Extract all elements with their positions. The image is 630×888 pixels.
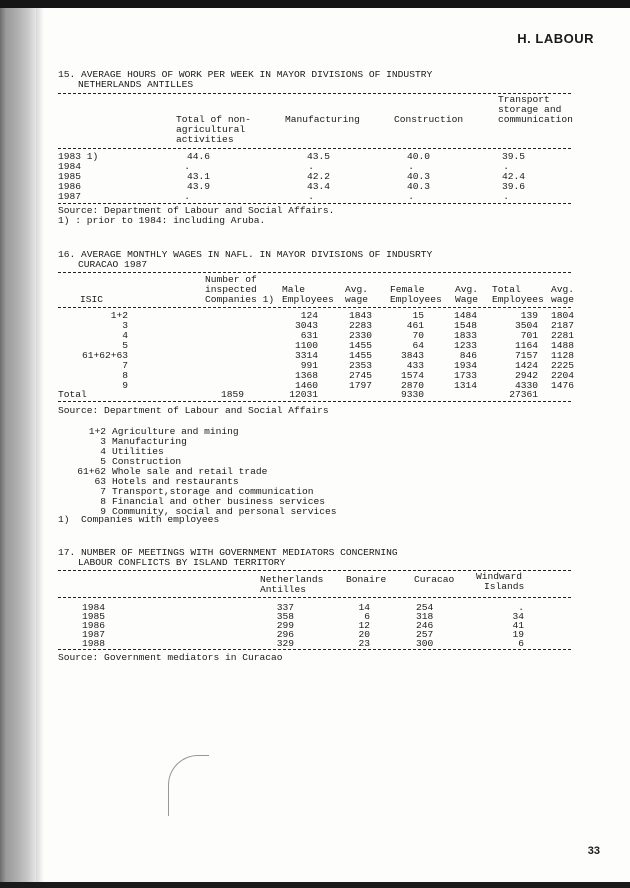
col-header-windward-2: Islands	[484, 581, 525, 592]
legend-code: 7	[100, 486, 106, 497]
cell-bonaire: 14	[358, 602, 370, 613]
cell-total-employees: 1164	[514, 340, 538, 351]
col-header-male-wage: Avg.	[345, 284, 369, 295]
cell-total: .	[184, 161, 190, 172]
cell-male-avg-wage: 1843	[348, 310, 372, 321]
cell-male-avg-wage: 1455	[348, 350, 372, 361]
page-number: 33	[587, 845, 600, 857]
row-year: 1984	[58, 161, 82, 172]
cell-male-avg-wage: 1797	[348, 380, 372, 391]
cell-curacao: 246	[416, 620, 434, 631]
total-companies: 1859	[220, 389, 244, 400]
cell-total: 43.1	[186, 171, 210, 182]
cell-female-avg-wage: 1484	[453, 310, 477, 321]
cell-netherlands-antilles: 337	[276, 602, 294, 613]
table-16-source: Source: Department of Labour and Social Affairs	[58, 405, 329, 416]
cell-male-employees: 3314	[294, 350, 318, 361]
cell-isic: 4	[122, 330, 128, 341]
cell-female-avg-wage: 1934	[453, 360, 477, 371]
cell-female-avg-wage: 1733	[453, 370, 477, 381]
cell-construction: 40.3	[406, 171, 430, 182]
cell-total-avg-wage: 2204	[550, 370, 574, 381]
cell-manufacturing: .	[308, 161, 314, 172]
cell-year: 1987	[82, 629, 106, 640]
cell-female-employees: 461	[406, 320, 424, 331]
col-header-companies: Number of	[205, 274, 257, 285]
col-header-transport-2: storage and	[498, 104, 562, 115]
cell-male-avg-wage: 2330	[348, 330, 372, 341]
cell-male-employees: 1368	[294, 370, 318, 381]
cell-male-employees: 1460	[294, 380, 318, 391]
divider	[58, 597, 571, 598]
cell-manufacturing: 42.2	[306, 171, 330, 182]
total-employees: 27361	[509, 389, 538, 400]
cell-total-avg-wage: 1128	[550, 350, 574, 361]
cell-female-avg-wage: 1548	[453, 320, 477, 331]
cell-transport: .	[503, 191, 509, 202]
col-header-total-3: activities	[176, 134, 234, 145]
cell-construction: 40.0	[406, 151, 430, 162]
cell-female-avg-wage: 1233	[453, 340, 477, 351]
col-header-netherlands-antilles-2: Antilles	[260, 584, 307, 595]
col-header-female-wage-2: Wage	[455, 294, 479, 305]
cell-year: 1988	[82, 638, 106, 649]
col-header-manufacturing: Manufacturing	[285, 114, 360, 125]
cell-total-employees: 7157	[514, 350, 538, 361]
cell-total-employees: 1424	[514, 360, 538, 371]
total-row-label: Total	[58, 389, 87, 400]
cell-transport: 39.5	[501, 151, 525, 162]
cell-total-avg-wage: 1488	[550, 340, 574, 351]
total-female: 9330	[400, 389, 424, 400]
divider	[58, 148, 571, 149]
cell-manufacturing: .	[308, 191, 314, 202]
divider	[58, 401, 571, 402]
cell-curacao: 254	[416, 602, 434, 613]
legend-label: Transport,storage and communication	[112, 486, 314, 497]
cell-transport: .	[503, 161, 509, 172]
table-15-source: Source: Department of Labour and Social Affairs.	[58, 205, 335, 216]
cell-total-employees: 3504	[514, 320, 538, 331]
row-year: 1985	[58, 171, 82, 182]
cell-total-avg-wage: 1804	[550, 310, 574, 321]
table-17-subtitle: LABOUR CONFLICTS BY ISLAND TERRITORY	[78, 557, 286, 568]
col-header-transport: Transport	[498, 94, 550, 105]
col-header-male: Male	[282, 284, 306, 295]
col-header-female-wage: Avg.	[455, 284, 479, 295]
table-15-footnote: 1) : prior to 1984: including Aruba.	[58, 215, 266, 226]
legend-code: 1+2	[88, 426, 106, 437]
col-header-female-2: Employees	[390, 294, 442, 305]
cell-total-avg-wage: 2281	[550, 330, 574, 341]
cell-total-avg-wage: 2225	[550, 360, 574, 371]
cell-isic: 5	[122, 340, 128, 351]
col-header-total: Total	[492, 284, 521, 295]
cell-transport: 42.4	[501, 171, 525, 182]
cell-isic: 9	[122, 380, 128, 391]
cell-total: 44.6	[186, 151, 210, 162]
col-header-construction: Construction	[394, 114, 464, 125]
cell-female-employees: 64	[412, 340, 424, 351]
table-15-title: 15. AVERAGE HOURS OF WORK PER WEEK IN MAYOR DIVISIONS OF INDUSTRY	[58, 69, 433, 80]
cell-isic: 7	[122, 360, 128, 371]
table-16-subtitle: CURACAO 1987	[78, 259, 148, 270]
col-header-total-wage: Avg.	[551, 284, 575, 295]
table-16-footnote: 1) Companies with employees	[58, 514, 220, 525]
cell-isic: 1+2	[110, 310, 128, 321]
table-17-source: Source: Government mediators in Curacao	[58, 652, 283, 663]
col-header-male-2: Employees	[282, 294, 334, 305]
legend-code: 3	[100, 436, 106, 447]
legend-label: Construction	[112, 456, 182, 467]
cell-year: 1985	[82, 611, 106, 622]
cell-construction: .	[408, 191, 414, 202]
cell-total: .	[184, 191, 190, 202]
table-15-subtitle: NETHERLANDS ANTILLES	[78, 79, 194, 90]
cell-bonaire: 20	[358, 629, 370, 640]
legend-label: Hotels and restaurants	[112, 476, 239, 487]
col-header-total-wage-2: wage	[551, 294, 575, 305]
cell-total-employees: 2942	[514, 370, 538, 381]
cell-female-avg-wage: 1833	[453, 330, 477, 341]
cell-male-employees: 124	[300, 310, 318, 321]
row-year: 1983 1)	[58, 151, 99, 162]
legend-code: 9	[100, 506, 106, 517]
cell-windward-islands: 41	[512, 620, 524, 631]
col-header-curacao: Curacao	[414, 574, 455, 585]
row-year: 1986	[58, 181, 82, 192]
legend-label: Agriculture and mining	[112, 426, 239, 437]
col-header-total: Total of non-	[176, 114, 251, 125]
cell-total-avg-wage: 1476	[550, 380, 574, 391]
cell-female-avg-wage: 1314	[453, 380, 477, 391]
cell-transport: 39.6	[501, 181, 525, 192]
legend-label: Financial and other business services	[112, 496, 326, 507]
cell-male-employees: 991	[300, 360, 318, 371]
cell-male-employees: 1100	[294, 340, 318, 351]
cell-isic: 61+62+63	[81, 350, 128, 361]
cell-windward-islands: 6	[518, 638, 524, 649]
legend-code: 61+62	[77, 466, 106, 477]
col-header-companies-2: inspected	[205, 284, 257, 295]
legend-code: 5	[100, 456, 106, 467]
legend-code: 8	[100, 496, 106, 507]
legend-code: 4	[100, 446, 106, 457]
legend-label: Manufacturing	[112, 436, 187, 447]
legend-label: Whole sale and retail trade	[112, 466, 268, 477]
cell-male-avg-wage: 2283	[348, 320, 372, 331]
legend-code: 63	[94, 476, 106, 487]
col-header-male-wage-2: wage	[345, 294, 369, 305]
cell-male-avg-wage: 2353	[348, 360, 372, 371]
cell-bonaire: 12	[358, 620, 370, 631]
col-header-total-2: agricultural	[176, 124, 246, 135]
cell-bonaire: 6	[364, 611, 370, 622]
cell-total: 43.9	[186, 181, 210, 192]
col-header-isic: ISIC	[80, 294, 104, 305]
cell-female-employees: 2870	[400, 380, 424, 391]
cell-female-avg-wage: 846	[459, 350, 477, 361]
divider	[58, 649, 571, 650]
cell-construction: 40.3	[406, 181, 430, 192]
cell-male-avg-wage: 2745	[348, 370, 372, 381]
cell-windward-islands: 19	[512, 629, 524, 640]
cell-female-employees: 70	[412, 330, 424, 341]
cell-female-employees: 1574	[400, 370, 424, 381]
cell-total-employees: 4330	[514, 380, 538, 391]
row-year: 1987	[58, 191, 82, 202]
cell-manufacturing: 43.5	[306, 151, 330, 162]
divider	[58, 203, 571, 204]
section-header: H. LABOUR	[517, 31, 594, 46]
divider	[58, 93, 571, 94]
cell-female-employees: 3843	[400, 350, 424, 361]
cell-year: 1984	[82, 602, 106, 613]
col-header-female: Female	[390, 284, 425, 295]
table-17-title: 17. NUMBER OF MEETINGS WITH GOVERNMENT MEDIATORS CONCERNING	[58, 547, 398, 558]
divider	[58, 272, 571, 273]
cell-male-avg-wage: 1455	[348, 340, 372, 351]
legend-label: Utilities	[112, 446, 164, 457]
cell-total-employees: 701	[520, 330, 538, 341]
cell-windward-islands: .	[518, 602, 524, 613]
cell-isic: 8	[122, 370, 128, 381]
cell-total-avg-wage: 2187	[550, 320, 574, 331]
table-16-title: 16. AVERAGE MONTHLY WAGES IN NAFL. IN MAYOR DIVISIONS OF INDUSRTY	[58, 249, 433, 260]
cell-netherlands-antilles: 299	[276, 620, 294, 631]
cell-netherlands-antilles: 296	[276, 629, 294, 640]
cell-curacao: 318	[416, 611, 434, 622]
col-header-transport-3: communication	[498, 114, 573, 125]
total-male: 12031	[289, 389, 318, 400]
cell-female-employees: 433	[406, 360, 424, 371]
cell-netherlands-antilles: 329	[276, 638, 294, 649]
col-header-windward: Windward	[476, 571, 523, 582]
cell-netherlands-antilles: 358	[276, 611, 294, 622]
cell-bonaire: 23	[358, 638, 370, 649]
pencil-mark	[168, 755, 209, 816]
cell-windward-islands: 34	[512, 611, 524, 622]
col-header-netherlands-antilles: Netherlands	[260, 574, 324, 585]
cell-male-employees: 3043	[294, 320, 318, 331]
cell-manufacturing: 43.4	[306, 181, 330, 192]
cell-total-employees: 139	[520, 310, 538, 321]
legend-label: Community, social and personal services	[112, 506, 337, 517]
cell-year: 1986	[82, 620, 106, 631]
col-header-companies-3: Companies 1)	[205, 294, 275, 305]
col-header-bonaire: Bonaire	[346, 574, 387, 585]
cell-construction: .	[408, 161, 414, 172]
col-header-total-2: Employees	[492, 294, 544, 305]
cell-female-employees: 15	[412, 310, 424, 321]
cell-isic: 3	[122, 320, 128, 331]
cell-male-employees: 631	[300, 330, 318, 341]
cell-curacao: 300	[416, 638, 434, 649]
cell-curacao: 257	[416, 629, 434, 640]
divider	[58, 307, 571, 308]
